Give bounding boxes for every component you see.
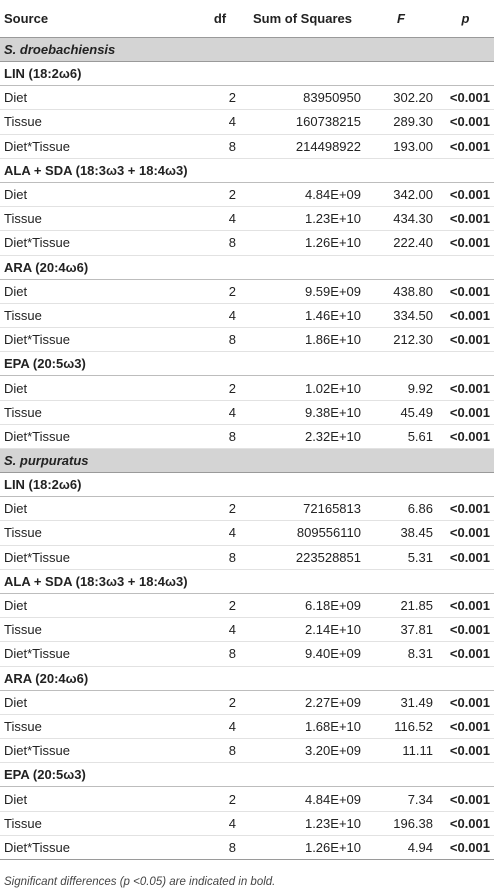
cell-source: Tissue: [4, 114, 42, 130]
table-row: [0, 183, 494, 207]
table-row: [0, 715, 494, 739]
cell-df: 8: [228, 839, 236, 855]
table-body: [0, 38, 494, 860]
table-row: [0, 546, 494, 570]
fatty-acid-label: LIN (18:2ω6): [4, 477, 82, 493]
cell-sum-of-squares: 160738215: [295, 114, 361, 130]
cell-df: 4: [228, 718, 236, 734]
cell-df: 4: [228, 815, 236, 831]
fatty-acid-group-row: [0, 159, 494, 183]
cell-source: Diet: [4, 90, 28, 106]
cell-p: <0.001: [449, 501, 490, 517]
cell-f: 5.31: [407, 549, 433, 565]
fatty-acid-label: ARA (20:4ω6): [4, 670, 89, 686]
cell-sum-of-squares: 1.23E+10: [304, 815, 361, 831]
fatty-acid-label: ALA + SDA (18:3ω3 + 18:4ω3): [4, 573, 188, 589]
cell-source: Diet: [4, 283, 28, 299]
cell-f: 45.49: [400, 404, 433, 420]
cell-f: 196.38: [393, 815, 433, 831]
cell-df: 4: [228, 307, 236, 323]
cell-sum-of-squares: 1.68E+10: [304, 718, 361, 734]
cell-source: Tissue: [4, 718, 42, 734]
cell-f: 342.00: [393, 187, 433, 203]
cell-f: 7.34: [407, 791, 433, 807]
cell-df: 4: [228, 114, 236, 130]
cell-sum-of-squares: 9.38E+10: [304, 404, 361, 420]
cell-sum-of-squares: 2.14E+10: [304, 622, 361, 638]
cell-sum-of-squares: 72165813: [303, 501, 361, 517]
table-row: [0, 207, 494, 231]
cell-f: 222.40: [393, 235, 433, 251]
cell-p: <0.001: [449, 307, 490, 323]
cell-f: 21.85: [400, 598, 433, 614]
cell-f: 212.30: [393, 332, 433, 348]
cell-df: 4: [228, 211, 236, 227]
cell-df: 4: [228, 622, 236, 638]
table-header-row: [0, 0, 494, 38]
cell-source: Diet*Tissue: [4, 138, 70, 154]
fatty-acid-label: EPA (20:5ω3): [4, 767, 86, 783]
species-name: S. droebachiensis: [4, 42, 116, 57]
cell-f: 11.11: [402, 743, 433, 759]
table-row: [0, 135, 494, 159]
cell-source: Diet: [4, 380, 28, 396]
table-row: [0, 618, 494, 642]
cell-p: <0.001: [449, 187, 490, 203]
cell-f: 4.94: [407, 839, 433, 855]
header-df: df: [213, 11, 227, 26]
cell-p: <0.001: [449, 428, 490, 444]
cell-sum-of-squares: 1.26E+10: [304, 235, 361, 251]
cell-f: 289.30: [393, 114, 433, 130]
cell-f: 8.31: [407, 646, 433, 662]
cell-source: Tissue: [4, 815, 42, 831]
cell-sum-of-squares: 4.84E+09: [304, 791, 361, 807]
cell-source: Diet*Tissue: [4, 235, 70, 251]
cell-source: Tissue: [4, 404, 42, 420]
cell-f: 38.45: [400, 525, 433, 541]
cell-source: Diet: [4, 791, 28, 807]
header-f: F: [397, 11, 405, 26]
cell-p: <0.001: [449, 114, 490, 130]
cell-source: Diet*Tissue: [4, 332, 70, 348]
cell-source: Diet: [4, 598, 28, 614]
cell-f: 116.52: [394, 718, 433, 734]
cell-sum-of-squares: 3.20E+09: [304, 743, 361, 759]
table-row: [0, 812, 494, 836]
cell-source: Diet*Tissue: [4, 839, 70, 855]
table-row: [0, 787, 494, 811]
cell-source: Diet*Tissue: [4, 743, 70, 759]
cell-f: 5.61: [407, 428, 433, 444]
table-row: [0, 280, 494, 304]
cell-p: <0.001: [449, 622, 490, 638]
fatty-acid-group-row: [0, 763, 494, 787]
cell-df: 8: [228, 235, 236, 251]
cell-sum-of-squares: 9.59E+09: [304, 283, 361, 299]
table-row: [0, 110, 494, 134]
fatty-acid-group-row: [0, 352, 494, 376]
species-name: S. purpuratus: [4, 453, 89, 468]
cell-df: 2: [228, 791, 236, 807]
table-row: [0, 739, 494, 763]
cell-df: 2: [228, 380, 236, 396]
fatty-acid-group-row: [0, 473, 494, 497]
table-row: [0, 425, 494, 449]
table-row: [0, 231, 494, 255]
cell-sum-of-squares: 1.46E+10: [304, 307, 361, 323]
fatty-acid-group-row: [0, 256, 494, 280]
cell-df: 8: [228, 743, 236, 759]
table-row: [0, 594, 494, 618]
table-footnote: Significant differences (p <0.05) are indicated in bold.: [4, 876, 276, 888]
cell-p: <0.001: [449, 718, 490, 734]
table-row: [0, 401, 494, 425]
cell-p: <0.001: [449, 646, 490, 662]
cell-df: 4: [228, 404, 236, 420]
cell-sum-of-squares: 6.18E+09: [304, 598, 361, 614]
cell-sum-of-squares: 9.40E+09: [304, 646, 361, 662]
cell-f: 193.00: [393, 138, 433, 154]
cell-sum-of-squares: 4.84E+09: [304, 187, 361, 203]
cell-p: <0.001: [449, 598, 490, 614]
cell-p: <0.001: [449, 332, 490, 348]
cell-f: 31.49: [400, 694, 433, 710]
cell-f: 37.81: [400, 622, 433, 638]
table-row: [0, 328, 494, 352]
cell-sum-of-squares: 83950950: [303, 90, 361, 106]
cell-sum-of-squares: 223528851: [295, 549, 361, 565]
table-row: [0, 304, 494, 328]
cell-source: Diet: [4, 501, 28, 517]
table-row: [0, 642, 494, 666]
cell-p: <0.001: [449, 138, 490, 154]
fatty-acid-group-row: [0, 62, 494, 86]
fatty-acid-group-row: [0, 667, 494, 691]
cell-df: 8: [228, 332, 236, 348]
header-sum-of-squares: Sum of Squares: [253, 11, 352, 26]
cell-p: <0.001: [449, 235, 490, 251]
cell-p: <0.001: [449, 525, 490, 541]
cell-source: Tissue: [4, 211, 42, 227]
cell-f: 302.20: [393, 90, 433, 106]
cell-source: Diet: [4, 187, 28, 203]
table-row: [0, 86, 494, 110]
cell-df: 2: [228, 90, 236, 106]
table-row: [0, 836, 494, 860]
table-row: [0, 691, 494, 715]
cell-sum-of-squares: 2.27E+09: [304, 694, 361, 710]
fatty-acid-label: ARA (20:4ω6): [4, 259, 89, 275]
header-source: Source: [4, 11, 49, 26]
cell-p: <0.001: [449, 549, 490, 565]
table-row: [0, 497, 494, 521]
cell-sum-of-squares: 809556110: [296, 525, 361, 541]
cell-df: 2: [228, 694, 236, 710]
fatty-acid-label: ALA + SDA (18:3ω3 + 18:4ω3): [4, 162, 188, 178]
cell-df: 8: [228, 428, 236, 444]
cell-df: 2: [228, 187, 236, 203]
cell-p: <0.001: [449, 283, 490, 299]
cell-p: <0.001: [449, 90, 490, 106]
cell-p: <0.001: [449, 694, 490, 710]
species-row: [0, 449, 494, 473]
cell-df: 2: [228, 598, 236, 614]
cell-source: Tissue: [4, 307, 42, 323]
cell-f: 438.80: [393, 283, 433, 299]
cell-source: Tissue: [4, 525, 42, 541]
header-p: p: [461, 11, 470, 26]
table-row: [0, 376, 494, 400]
cell-p: <0.001: [449, 743, 490, 759]
table-row: [0, 521, 494, 545]
cell-sum-of-squares: 1.23E+10: [304, 211, 361, 227]
cell-f: 9.92: [407, 380, 433, 396]
cell-p: <0.001: [449, 839, 490, 855]
cell-f: 434.30: [393, 211, 433, 227]
cell-source: Tissue: [4, 622, 42, 638]
cell-p: <0.001: [449, 404, 490, 420]
cell-sum-of-squares: 1.26E+10: [304, 839, 361, 855]
cell-p: <0.001: [449, 791, 490, 807]
cell-sum-of-squares: 214498922: [295, 138, 361, 154]
cell-df: 8: [228, 138, 236, 154]
cell-source: Diet*Tissue: [4, 646, 70, 662]
fatty-acid-group-row: [0, 570, 494, 594]
cell-p: <0.001: [449, 380, 490, 396]
cell-df: 8: [228, 549, 236, 565]
species-row: [0, 38, 494, 62]
cell-f: 6.86: [407, 501, 433, 517]
cell-source: Diet: [4, 694, 28, 710]
cell-f: 334.50: [393, 307, 433, 323]
cell-p: <0.001: [449, 815, 490, 831]
cell-df: 2: [228, 501, 236, 517]
cell-df: 8: [228, 646, 236, 662]
cell-p: <0.001: [449, 211, 490, 227]
fatty-acid-label: LIN (18:2ω6): [4, 66, 82, 82]
cell-df: 2: [228, 283, 236, 299]
cell-sum-of-squares: 2.32E+10: [304, 428, 361, 444]
cell-source: Diet*Tissue: [4, 549, 70, 565]
cell-source: Diet*Tissue: [4, 428, 70, 444]
fatty-acid-label: EPA (20:5ω3): [4, 356, 86, 372]
cell-df: 4: [228, 525, 236, 541]
cell-sum-of-squares: 1.86E+10: [304, 332, 361, 348]
cell-sum-of-squares: 1.02E+10: [304, 380, 361, 396]
